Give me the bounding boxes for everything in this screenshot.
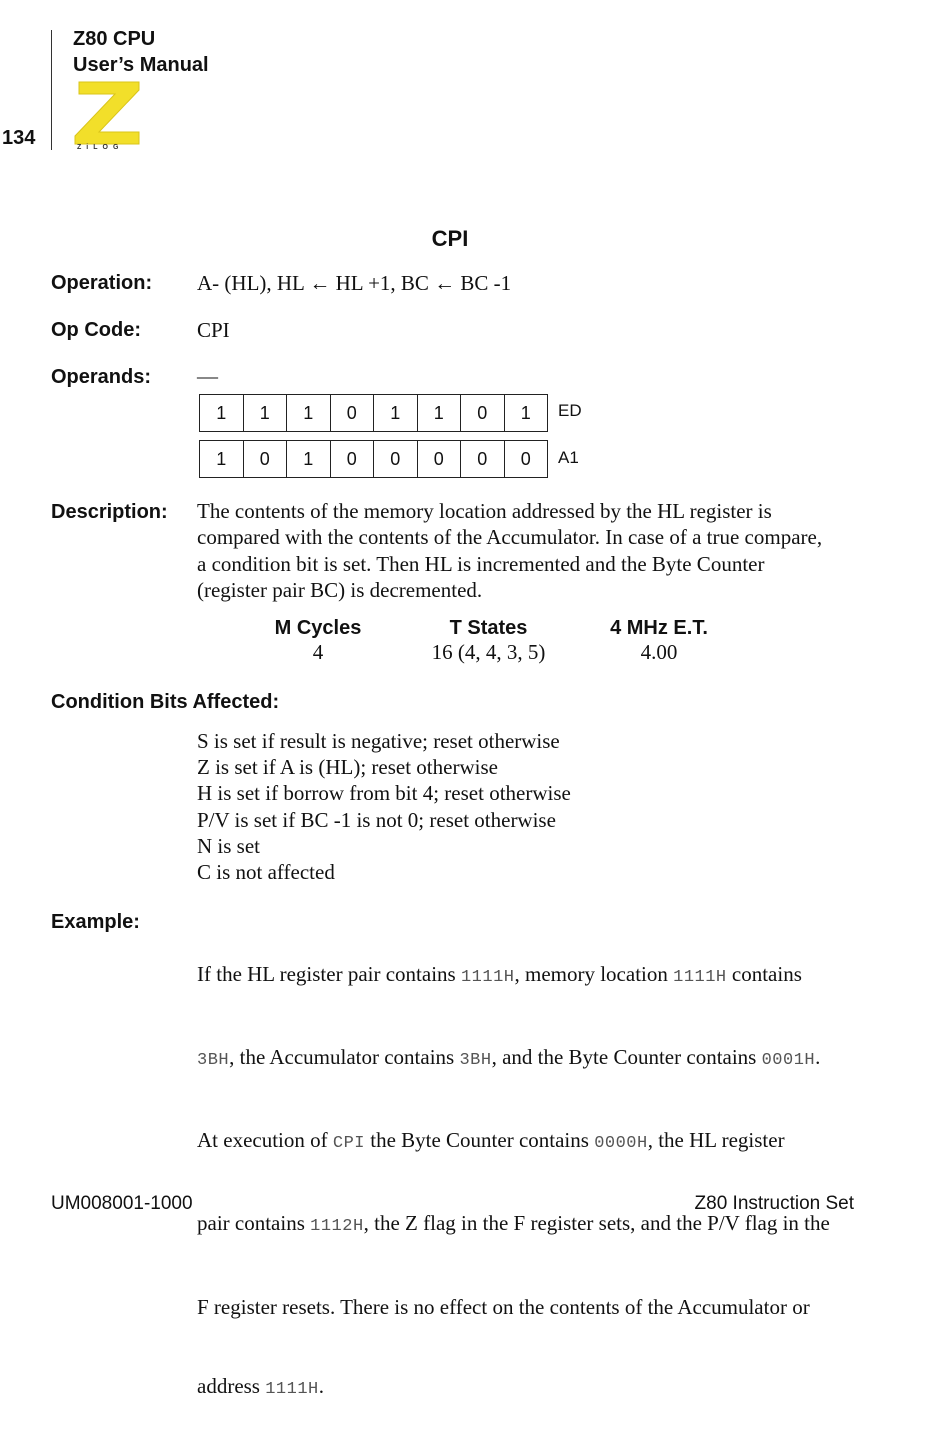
bit-cell: 1 xyxy=(520,403,531,423)
example-line: 3BH, the Accumulator contains 3BH, and the Byte Counter contains 0001H. xyxy=(197,1045,821,1071)
bit-cell: 0 xyxy=(331,441,375,477)
instruction-title: CPI xyxy=(431,226,469,251)
operands-value: — xyxy=(197,364,218,388)
opcode-hex-1: ED xyxy=(558,401,582,420)
bit-cell: 1 xyxy=(418,395,462,431)
example-text xyxy=(197,908,857,1430)
timing-value: 4 xyxy=(312,640,324,664)
timing-header: M Cycles xyxy=(274,617,362,639)
condition-line: S is set if result is negative; reset otherwise xyxy=(197,729,560,753)
condition-line: Z is set if A is (HL); reset otherwise xyxy=(197,755,498,780)
description-line: (register pair BC) is decremented. xyxy=(197,578,483,603)
opcode-byte-1 xyxy=(199,394,548,432)
condition-line: H is set if borrow from bit 4; reset otherwise xyxy=(197,781,571,806)
svg-text:ZiLOG: ZiLOG xyxy=(77,144,124,150)
footer-doc-id: UM008001-1000 xyxy=(51,1193,193,1214)
description-text xyxy=(197,498,857,604)
condition-line: P/V is set if BC -1 is not 0; reset otherwise xyxy=(197,807,556,832)
condition-line: N is set xyxy=(197,833,260,858)
example-line: At execution of CPI the Byte Counter contains 0000H, the HL register xyxy=(197,1128,785,1154)
condition-bits-list xyxy=(197,728,571,885)
zilog-logo xyxy=(73,80,143,150)
manual-name: User’s Manual xyxy=(73,54,209,76)
bit-cell: 0 xyxy=(374,441,418,477)
footer-section: Z80 Instruction Set xyxy=(694,1193,854,1214)
description-line: a condition bit is set. Then HL is incremented and the Byte Counter xyxy=(197,551,765,576)
opcode-hex-2: A1 xyxy=(558,448,579,467)
product-name: Z80 CPU xyxy=(73,28,156,50)
timing-value: 4.00 xyxy=(640,640,678,664)
example-label: Example: xyxy=(51,911,140,933)
description-label: Description: xyxy=(51,501,168,523)
bit-cell: 0 xyxy=(520,449,531,469)
operation-value: A- (HL), HL ← HL +1, BC ← BC -1 xyxy=(197,271,512,295)
bit-cell: 1 xyxy=(200,395,244,431)
operation-label: Operation: xyxy=(51,272,153,294)
example-line: address 1111H. xyxy=(197,1373,324,1399)
description-line: compared with the contents of the Accumulator. In case of a true compare, xyxy=(197,525,823,550)
bit-cell: 0 xyxy=(461,441,505,477)
opcode-byte-2 xyxy=(199,440,548,478)
description-line: The contents of the memory location addressed by the HL register is xyxy=(197,499,772,523)
condition-bits-label: Condition Bits Affected: xyxy=(51,691,280,713)
timing-header: T States xyxy=(449,617,528,639)
bit-cell: 1 xyxy=(287,395,331,431)
opcode-label: Op Code: xyxy=(51,319,141,341)
bit-cell: 0 xyxy=(244,441,288,477)
example-line: F register resets. There is no effect on the contents of the Accumulator or xyxy=(197,1294,810,1319)
bit-cell: 1 xyxy=(374,395,418,431)
operands-label: Operands: xyxy=(51,366,152,388)
condition-line: C is not affected xyxy=(197,860,335,885)
page-number: 134 xyxy=(2,127,36,149)
example-line: pair contains 1112H, the Z flag in the F register sets, and the P/V flag in the xyxy=(197,1211,830,1237)
bit-cell: 0 xyxy=(331,395,375,431)
example-line: If the HL register pair contains 1111H, memory location 1111H contains xyxy=(197,961,802,987)
bit-cell: 1 xyxy=(200,441,244,477)
header-divider xyxy=(51,30,52,150)
timing-table xyxy=(250,617,727,665)
opcode-value: CPI xyxy=(197,318,230,342)
bit-cell: 0 xyxy=(418,441,462,477)
bit-cell: 1 xyxy=(287,441,331,477)
timing-value: 16 (4, 4, 3, 5) xyxy=(431,640,546,664)
bit-cell: 1 xyxy=(244,395,288,431)
timing-header: 4 MHz E.T. xyxy=(610,617,708,639)
bit-cell: 0 xyxy=(461,395,505,431)
header-title xyxy=(73,26,209,78)
